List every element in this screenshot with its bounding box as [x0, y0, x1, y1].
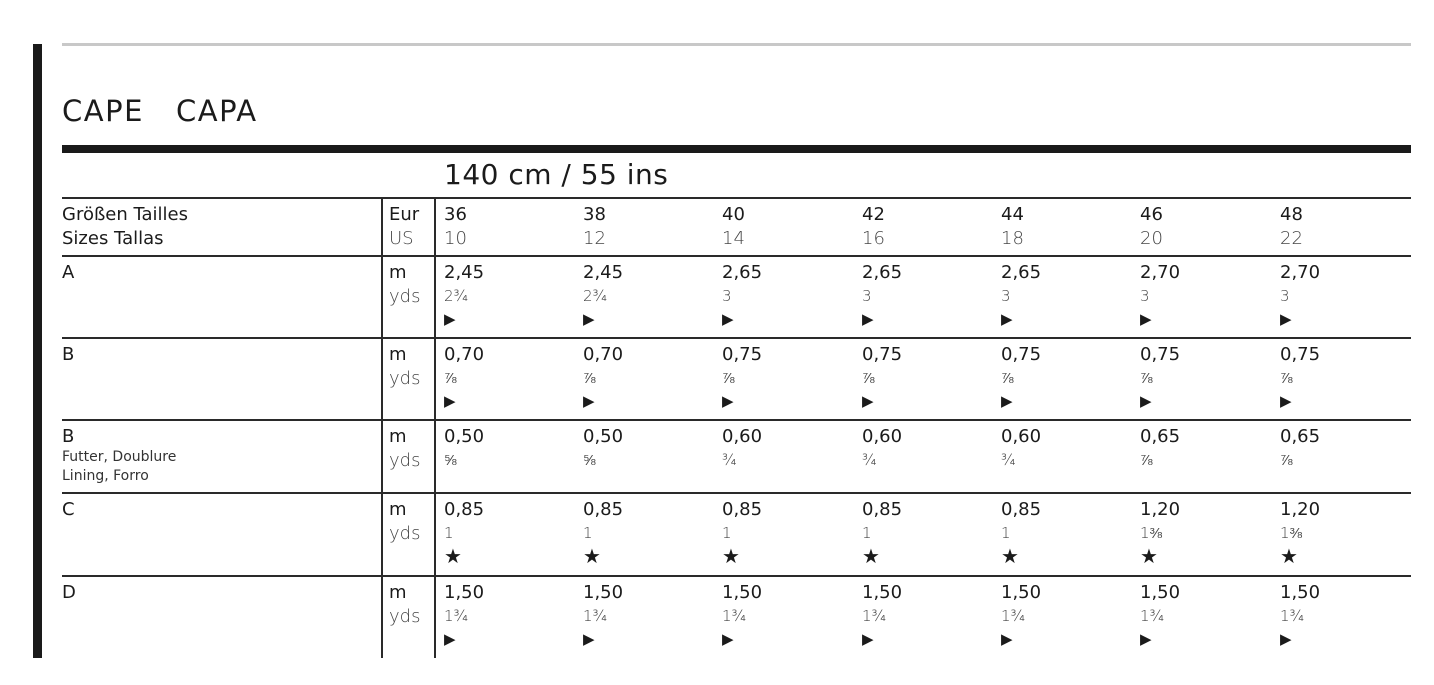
- unit-label: Eur: [389, 204, 420, 225]
- yards-value: 3: [862, 287, 872, 305]
- triangle-icon: ▶: [1001, 310, 1013, 328]
- yards-value: 1¾: [1280, 607, 1305, 625]
- view-label: B: [62, 344, 75, 365]
- column-divider: [381, 197, 383, 658]
- row-divider: [62, 575, 1411, 577]
- yards-value: ⅞: [1140, 451, 1153, 469]
- meters-value: 2,65: [1001, 262, 1042, 283]
- meters-value: 1,20: [1280, 499, 1321, 520]
- meters-value: 0,75: [722, 344, 763, 365]
- triangle-icon: ▶: [722, 630, 734, 648]
- star-icon: ★: [1140, 544, 1158, 568]
- yards-value: ⅞: [1140, 369, 1153, 387]
- left-margin-bar: [33, 44, 42, 658]
- unit-label: yds: [389, 368, 421, 389]
- unit-label: m: [389, 344, 407, 365]
- star-icon: ★: [583, 544, 601, 568]
- row-divider: [62, 492, 1411, 494]
- star-icon: ★: [1001, 544, 1019, 568]
- meters-value: 1,50: [1140, 582, 1181, 603]
- yards-value: 3: [1140, 287, 1150, 305]
- triangle-icon: ▶: [862, 392, 874, 410]
- meters-value: 1,20: [1140, 499, 1181, 520]
- us-size: 12: [583, 228, 606, 249]
- yards-value: ⅝: [444, 451, 457, 469]
- yards-value: 3: [1280, 287, 1290, 305]
- meters-value: 1,50: [444, 582, 485, 603]
- yards-value: 1: [722, 524, 732, 542]
- yards-value: 3: [722, 287, 732, 305]
- meters-value: 0,50: [583, 426, 624, 447]
- meters-value: 2,70: [1280, 262, 1321, 283]
- triangle-icon: ▶: [583, 630, 595, 648]
- triangle-icon: ▶: [1140, 310, 1152, 328]
- yards-value: 1: [1001, 524, 1011, 542]
- yards-value: ⅞: [862, 369, 875, 387]
- meters-value: 0,50: [444, 426, 485, 447]
- us-size: 10: [444, 228, 467, 249]
- meters-value: 1,50: [1280, 582, 1321, 603]
- meters-value: 0,65: [1280, 426, 1321, 447]
- yards-value: 1¾: [583, 607, 608, 625]
- view-label: D: [62, 582, 76, 603]
- meters-value: 0,85: [722, 499, 763, 520]
- yards-value: ⅞: [1280, 369, 1293, 387]
- meters-value: 2,45: [444, 262, 485, 283]
- us-size: 14: [722, 228, 745, 249]
- yards-value: ⅞: [1280, 451, 1293, 469]
- yards-value: 1¾: [444, 607, 469, 625]
- star-icon: ★: [722, 544, 740, 568]
- yards-value: 1¾: [862, 607, 887, 625]
- meters-value: 0,85: [444, 499, 485, 520]
- size-header-label: Sizes Tallas: [62, 228, 164, 249]
- triangle-icon: ▶: [862, 630, 874, 648]
- unit-label: m: [389, 426, 407, 447]
- yards-value: ⅝: [583, 451, 596, 469]
- eur-size: 38: [583, 204, 606, 225]
- yards-value: ¾: [1001, 451, 1016, 469]
- unit-label: m: [389, 262, 407, 283]
- yards-value: 1: [862, 524, 872, 542]
- unit-label: yds: [389, 606, 421, 627]
- page-title: CAPE CAPA: [62, 94, 258, 128]
- yards-value: 1¾: [722, 607, 747, 625]
- triangle-icon: ▶: [1140, 630, 1152, 648]
- meters-value: 0,60: [1001, 426, 1042, 447]
- triangle-icon: ▶: [1001, 630, 1013, 648]
- meters-value: 0,75: [862, 344, 903, 365]
- unit-label: m: [389, 499, 407, 520]
- view-label: B: [62, 426, 75, 447]
- eur-size: 44: [1001, 204, 1024, 225]
- unit-label: m: [389, 582, 407, 603]
- meters-value: 0,70: [444, 344, 485, 365]
- triangle-icon: ▶: [444, 630, 456, 648]
- triangle-icon: ▶: [1280, 392, 1292, 410]
- yards-value: ¾: [862, 451, 877, 469]
- triangle-icon: ▶: [583, 392, 595, 410]
- eur-size: 42: [862, 204, 885, 225]
- meters-value: 1,50: [862, 582, 903, 603]
- unit-label: US: [389, 228, 414, 249]
- yards-value: 1¾: [1140, 607, 1165, 625]
- eur-size: 46: [1140, 204, 1163, 225]
- meters-value: 0,75: [1001, 344, 1042, 365]
- meters-value: 1,50: [583, 582, 624, 603]
- meters-value: 0,65: [1140, 426, 1181, 447]
- meters-value: 0,60: [862, 426, 903, 447]
- yards-value: 1¾: [1001, 607, 1026, 625]
- triangle-icon: ▶: [1001, 392, 1013, 410]
- meters-value: 0,85: [1001, 499, 1042, 520]
- unit-label: yds: [389, 450, 421, 471]
- meters-value: 2,70: [1140, 262, 1181, 283]
- triangle-icon: ▶: [1280, 310, 1292, 328]
- yards-value: ⅞: [583, 369, 596, 387]
- meters-value: 0,75: [1280, 344, 1321, 365]
- view-label: A: [62, 262, 75, 283]
- yards-value: ⅞: [444, 369, 457, 387]
- view-label: C: [62, 499, 75, 520]
- eur-size: 36: [444, 204, 467, 225]
- yards-value: 3: [1001, 287, 1011, 305]
- yards-value: ¾: [722, 451, 737, 469]
- yards-value: 1: [583, 524, 593, 542]
- triangle-icon: ▶: [583, 310, 595, 328]
- meters-value: 1,50: [722, 582, 763, 603]
- us-size: 22: [1280, 228, 1303, 249]
- yards-value: 1⅜: [1140, 524, 1163, 542]
- view-sublabel: Lining, Forro: [62, 468, 149, 484]
- meters-value: 1,50: [1001, 582, 1042, 603]
- us-size: 20: [1140, 228, 1163, 249]
- unit-label: yds: [389, 286, 421, 307]
- us-size: 16: [862, 228, 885, 249]
- us-size: 18: [1001, 228, 1024, 249]
- triangle-icon: ▶: [444, 392, 456, 410]
- column-divider: [434, 197, 436, 658]
- size-header-label: Größen Tailles: [62, 204, 189, 225]
- title-rule: [62, 145, 1411, 153]
- meters-value: 0,75: [1140, 344, 1181, 365]
- row-divider: [62, 419, 1411, 421]
- view-sublabel: Futter, Doublure: [62, 449, 177, 465]
- unit-label: yds: [389, 523, 421, 544]
- triangle-icon: ▶: [1280, 630, 1292, 648]
- row-divider: [62, 255, 1411, 257]
- meters-value: 2,45: [583, 262, 624, 283]
- triangle-icon: ▶: [722, 392, 734, 410]
- star-icon: ★: [444, 544, 462, 568]
- triangle-icon: ▶: [1140, 392, 1152, 410]
- meters-value: 2,65: [722, 262, 763, 283]
- meters-value: 0,70: [583, 344, 624, 365]
- meters-value: 0,60: [722, 426, 763, 447]
- row-divider: [62, 197, 1411, 199]
- yards-value: 2¾: [444, 287, 469, 305]
- triangle-icon: ▶: [444, 310, 456, 328]
- star-icon: ★: [1280, 544, 1298, 568]
- meters-value: 0,85: [583, 499, 624, 520]
- yards-value: ⅞: [1001, 369, 1014, 387]
- triangle-icon: ▶: [862, 310, 874, 328]
- yards-value: 1: [444, 524, 454, 542]
- eur-size: 48: [1280, 204, 1303, 225]
- eur-size: 40: [722, 204, 745, 225]
- yards-value: ⅞: [722, 369, 735, 387]
- yards-value: 2¾: [583, 287, 608, 305]
- top-rule: [62, 43, 1411, 46]
- meters-value: 2,65: [862, 262, 903, 283]
- fabric-width-label: 140 cm / 55 ins: [444, 158, 669, 191]
- meters-value: 0,85: [862, 499, 903, 520]
- yards-value: 1⅜: [1280, 524, 1303, 542]
- row-divider: [62, 337, 1411, 339]
- triangle-icon: ▶: [722, 310, 734, 328]
- star-icon: ★: [862, 544, 880, 568]
